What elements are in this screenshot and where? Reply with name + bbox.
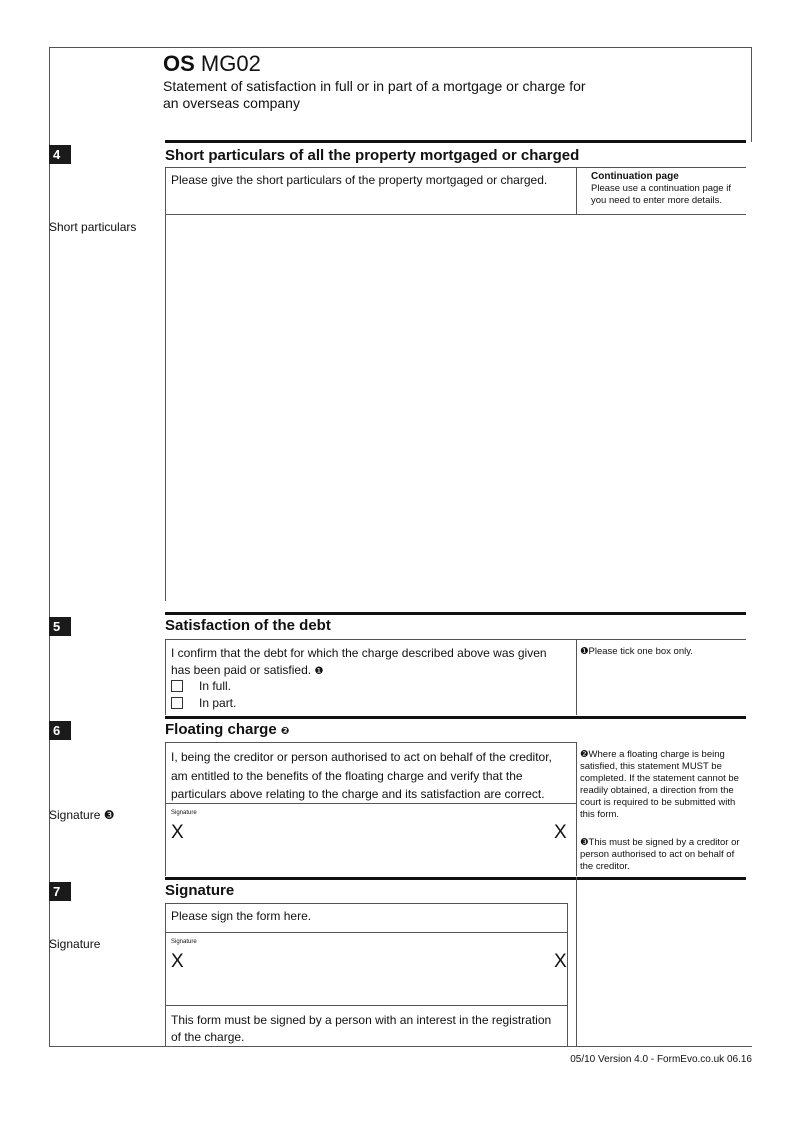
divider — [165, 167, 746, 168]
section5-side-note: ❶Please tick one box only. — [580, 646, 693, 657]
footer-version: 05/10 Version 4.0 - FormEvo.co.uk 06.16 — [570, 1054, 752, 1065]
in-part-label: In part. — [199, 696, 237, 710]
section5-rule — [165, 612, 746, 615]
section6-title-text: Floating charge — [165, 721, 277, 738]
section6-signature-box-label: Signature — [171, 810, 197, 816]
section7-instruction: Please sign the form here. — [171, 909, 312, 923]
in-part-checkbox[interactable] — [171, 697, 183, 709]
divider — [576, 742, 577, 876]
section7-signature-field[interactable] — [166, 947, 567, 1005]
section6-number: 6 — [49, 721, 71, 740]
section7-sign-start-mark: X — [171, 951, 184, 972]
section7-title: Signature — [165, 882, 235, 899]
section6-sign-end-mark: X — [554, 822, 567, 843]
side-marker-2: ❷ — [580, 749, 589, 760]
section6-title — [165, 721, 289, 741]
divider — [165, 932, 568, 933]
section5-statement-text: I confirm that the debt for which the charge described above was given has been paid or satisfied. — [171, 646, 547, 677]
section4-title: Short particulars of all the property mortgaged or charged — [165, 147, 580, 164]
section6-signature-field[interactable] — [166, 818, 576, 876]
section5-title: Satisfaction of the debt — [165, 617, 331, 634]
divider — [567, 903, 568, 1046]
divider — [165, 903, 568, 904]
right-border-top — [751, 47, 752, 142]
section7-number: 7 — [49, 882, 71, 901]
section7-sign-end-mark: X — [554, 951, 567, 972]
divider — [165, 742, 576, 743]
section7-rule — [165, 877, 746, 880]
short-particulars-label: Short particulars — [49, 220, 137, 234]
short-particulars-field[interactable] — [166, 215, 746, 601]
divider — [576, 167, 577, 214]
section6-side-note-2 — [580, 837, 742, 873]
continuation-title: Continuation page — [591, 171, 679, 182]
section6-sign-start-mark: X — [171, 822, 184, 843]
side-note-2-text: This must be signed by a creditor or person authorised to act on behalf of the creditor. — [580, 837, 740, 872]
section6-rule — [165, 716, 746, 719]
form-code: OS MG02 — [163, 51, 261, 76]
section5-statement — [171, 645, 561, 680]
section4-rule — [165, 140, 746, 143]
in-full-checkbox[interactable] — [171, 680, 183, 692]
continuation-text: Please use a continuation page if you need to enter more details. — [591, 183, 731, 206]
divider — [576, 877, 577, 1046]
side-marker-3: ❸ — [580, 837, 589, 848]
section5-number: 5 — [49, 617, 71, 636]
top-border — [49, 47, 752, 48]
section7-note: This form must be signed by a person with an interest in the registration of the charge. — [171, 1013, 552, 1044]
section7-signature-box-label: Signature — [171, 939, 197, 945]
section6-signature-label: Signature ❸ — [49, 808, 115, 822]
note-marker-1: ❶ — [314, 666, 324, 677]
side-note-1-text: Where a floating charge is being satisfied, this statement MUST be completed. If the statement cannot be readily obtained, a direction from the court is required to be submitted with this form. — [580, 749, 739, 820]
bottom-border — [49, 1046, 752, 1047]
section4-number: 4 — [49, 145, 71, 164]
divider — [165, 639, 166, 715]
section6-statement: I, being the creditor or person authorised to act on behalf of the creditor, am entitled to the benefits of the floating charge and verify that the particulars above relating to the charge and its satisfaction are correct. — [171, 750, 552, 801]
section7-signature-label: Signature — [49, 937, 101, 951]
section4-side-panel — [591, 171, 741, 207]
note-marker-2: ❷ — [280, 726, 290, 737]
divider — [165, 1005, 568, 1006]
section6-side-note-1 — [580, 749, 742, 821]
form-description: Statement of satisfaction in full or in part of a mortgage or charge for an overseas company — [163, 78, 586, 111]
divider — [165, 639, 746, 640]
section4-instruction: Please give the short particulars of the property mortgaged or charged. — [171, 173, 548, 187]
divider — [165, 803, 576, 804]
divider — [576, 639, 577, 715]
in-full-label: In full. — [199, 679, 232, 693]
